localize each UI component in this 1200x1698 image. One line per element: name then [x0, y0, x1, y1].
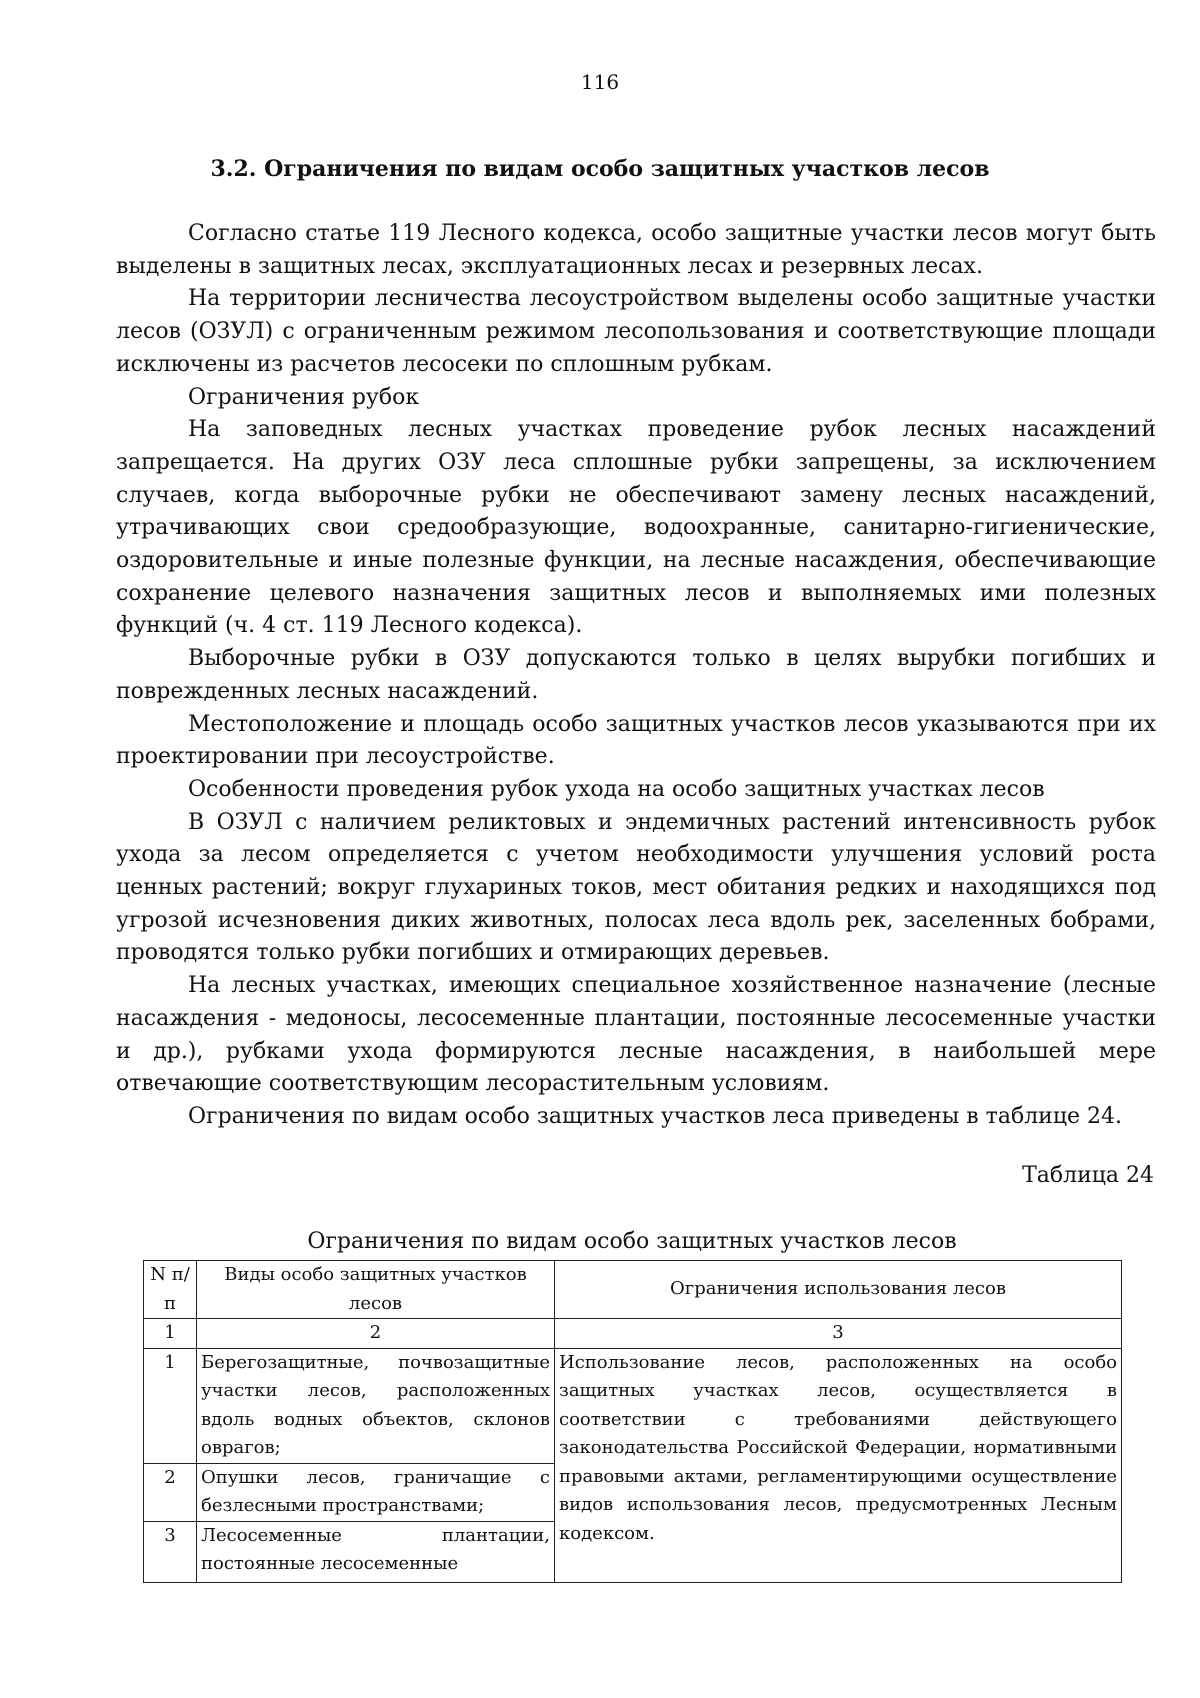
header-restrictions: Ограничения использования лесов — [555, 1261, 1122, 1319]
restrictions-table — [143, 1260, 1122, 1583]
paragraph: На лесных участках, имеющих специальное хозяйственное назначение (лесные насаждения - медоносы, лесосеменные плантации, постоянные лесосеменные участки и др.), рубками ухода формируются лесные насаждения, в наибольшей мере отвечающие соответствующим лесорастительным условиям. — [116, 973, 1156, 1097]
column-number: 3 — [555, 1319, 1122, 1349]
paragraph: Согласно статье 119 Лесного кодекса, особо защитные участки лесов могут быть выделены в защитных лесах, эксплуатационных лесах и резервных лесах. — [116, 221, 1156, 279]
row-type: Берегозащитные, почвозащитные участки лесов, расположенных вдоль водных объектов, склонов оврагов; — [197, 1348, 555, 1463]
row-number: 3 — [144, 1521, 197, 1582]
section-title: 3.2. Ограничения по видам особо защитных участков лесов — [210, 156, 990, 182]
table-caption: Ограничения по видам особо защитных участков лесов — [307, 1229, 957, 1254]
header-types: Виды особо защитных участков лесов — [197, 1261, 555, 1319]
table-label: Таблица 24 — [1022, 1163, 1154, 1188]
table-row — [144, 1348, 1122, 1463]
header-n: N п/п — [144, 1261, 197, 1319]
paragraph: Местоположение и площадь особо защитных участков лесов указываются при их проектировании при лесоустройстве. — [116, 711, 1156, 770]
column-number: 1 — [144, 1319, 197, 1349]
paragraph: Выборочные рубки в ОЗУ допускаются только в целях вырубки погибших и поврежденных лесных насаждений. — [116, 646, 1156, 704]
row-type: Опушки лесов, граничащие с безлесными пространствами; — [197, 1463, 555, 1521]
row-type: Лесосеменные плантации, постоянные лесосеменные — [197, 1521, 555, 1582]
table-column-number-row — [144, 1319, 1122, 1349]
column-number: 2 — [197, 1319, 555, 1349]
body-text — [116, 218, 1156, 1134]
row-number: 2 — [144, 1463, 197, 1521]
table-header-row — [144, 1261, 1122, 1319]
paragraph: Ограничения рубок — [188, 384, 420, 410]
paragraph: Особенности проведения рубок ухода на особо защитных участках лесов — [188, 776, 1045, 802]
paragraph: Ограничения по видам особо защитных участков леса приведены в таблице 24. — [188, 1103, 1122, 1129]
row-number: 1 — [144, 1348, 197, 1463]
paragraph: На территории лесничества лесоустройством выделены особо защитные участки лесов (ОЗУЛ) с ограниченным режимом лесопользования и соответствующие площади исключены из расчетов лесосеки по сплошным рубкам. — [116, 286, 1156, 377]
page-number: 116 — [580, 70, 620, 94]
restriction-text: Использование лесов, расположенных на особо защитных участках лесов, осуществляется в соответствии с требованиями действующего законодательства Российской Федерации, нормативными правовыми актами, регламентирующими осуществление видов использования лесов, предусмотренных Лесным кодексом. — [555, 1348, 1122, 1582]
paragraph: В ОЗУЛ с наличием реликтовых и эндемичных растений интенсивность рубок ухода за лесом определяется с учетом необходимости улучшения условий роста ценных растений; вокруг глухариных токов, мест обитания редких и находящихся под угрозой исчезновения диких животных, полосах леса вдоль рек, заселенных бобрами, проводятся только рубки погибших и отмирающих деревьев. — [116, 809, 1156, 966]
paragraph: На заповедных лесных участках проведение рубок лесных насаждений запрещается. На других ОЗУ леса сплошные рубки запрещены, за исключением случаев, когда выборочные рубки не обеспечивают замену лесных насаждений, утрачивающих свои средообразующие, водоохранные, санитарно-гигиенические, оздоровительные и иные полезные функции, на лесные насаждения, обеспечивающие сохранение целевого назначения защитных лесов и выполняемых ими полезных функций (ч. 4 ст. 119 Лесного кодекса). — [116, 417, 1156, 639]
